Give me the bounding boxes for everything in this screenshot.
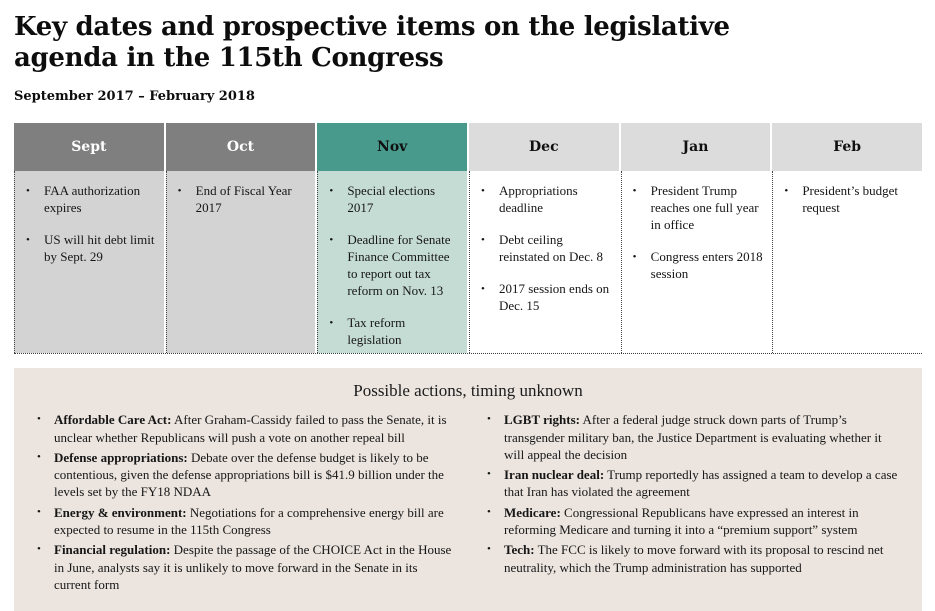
timeline-item: • Special elections 2017 (318, 183, 462, 217)
month-header-sept (14, 123, 164, 171)
month-header-dec (469, 123, 619, 171)
action-text: After a federal judge struck down parts of Trump’s transgender military ban, the Justice Department is evaluating whether it will appeal the decision (504, 412, 882, 462)
action-item (31, 411, 455, 446)
timeline-item: • Tax reform legislation (318, 315, 462, 349)
month-cell-nov-highlighted (317, 171, 467, 353)
page-title: Key dates and prospective items on the legislative agenda in the 115th Congress (14, 12, 730, 73)
date-range-subtitle: September 2017 – February 2018 (14, 89, 255, 105)
timeline-item: • FAA authorization expires (15, 183, 159, 217)
action-label: Tech: (504, 542, 535, 558)
action-item (31, 504, 455, 539)
timeline-item: • Appropriations deadline (470, 183, 614, 217)
action-text: After Graham-Cassidy failed to pass the Senate, it is unclear whether Republicans will push a vote on another repeal bill (54, 412, 447, 445)
action-item (31, 541, 455, 593)
action-item (481, 504, 905, 539)
timeline-item: • 2017 session ends on Dec. 15 (470, 281, 614, 315)
actions-columns (31, 411, 905, 596)
month-label-jan: Jan (682, 139, 709, 156)
timeline-item: • Debt ceiling reinstated on Dec. 8 (470, 232, 614, 266)
timeline-item: • End of Fiscal Year 2017 (167, 183, 311, 217)
month-label-oct: Oct (226, 139, 255, 156)
month-header-nov-highlighted (317, 123, 467, 171)
action-item (481, 411, 905, 463)
action-text: Despite the passage of the CHOICE Act in the House in June, analysts say it is unlikely to move forward in the Senate in its current form (54, 542, 452, 592)
action-item (481, 541, 905, 576)
action-text: The FCC is likely to move forward with its proposal to rescind net neutrality, which the Trump administration has supported (504, 542, 884, 575)
month-cell-dec (469, 171, 619, 353)
month-cell-oct (166, 171, 316, 353)
action-label: Medicare: (504, 504, 561, 520)
action-text: Negotiations for a comprehensive energy bill are expected to resume in the 115th Congress (54, 504, 444, 538)
action-label: Iran nuclear deal: (504, 467, 605, 483)
possible-actions-panel (14, 368, 922, 611)
action-text: Debate over the defense budget is likely to be contentious, given the defense appropriations bill is $41.9 billion under the levels set by the FY18 NDAA (54, 449, 444, 500)
action-text: Trump reportedly has assigned a team to develop a case that Iran has violated the agreement (504, 467, 898, 500)
timeline-item: • President Trump reaches one full year in office (622, 183, 766, 234)
month-cell-feb (772, 171, 922, 353)
month-header-jan (621, 123, 771, 171)
month-cell-jan (621, 171, 771, 353)
timeline-table (14, 123, 922, 354)
month-cell-sept (14, 171, 164, 353)
month-label-feb: Feb (833, 139, 862, 156)
month-header-oct (166, 123, 316, 171)
timeline-item: • Deadline for Senate Finance Committee to report out tax reform on Nov. 13 (318, 232, 462, 300)
action-label: Energy & environment: (54, 504, 187, 520)
action-label: Affordable Care Act: (54, 412, 172, 428)
action-label: Defense appropriations: (54, 449, 188, 465)
action-item (481, 466, 905, 501)
action-label: Financial regulation: (54, 542, 171, 558)
month-label-sept: Sept (71, 139, 107, 156)
panel-title: Possible actions, timing unknown (353, 381, 583, 401)
timeline-item: • US will hit debt limit by Sept. 29 (15, 232, 159, 266)
action-label: LGBT rights: (504, 412, 580, 428)
month-header-feb (772, 123, 922, 171)
month-label-dec: Dec (529, 139, 559, 156)
timeline-item: • President’s budget request (773, 183, 917, 217)
timeline-item: • Congress enters 2018 session (622, 249, 766, 283)
action-item (31, 449, 455, 501)
actions-left-column (31, 411, 455, 596)
actions-right-column (481, 411, 905, 596)
action-text: Congressional Republicans have expressed an interest in reforming Medicare and turning it into a “premium support” system (504, 504, 859, 538)
month-label-nov: Nov (377, 139, 408, 156)
